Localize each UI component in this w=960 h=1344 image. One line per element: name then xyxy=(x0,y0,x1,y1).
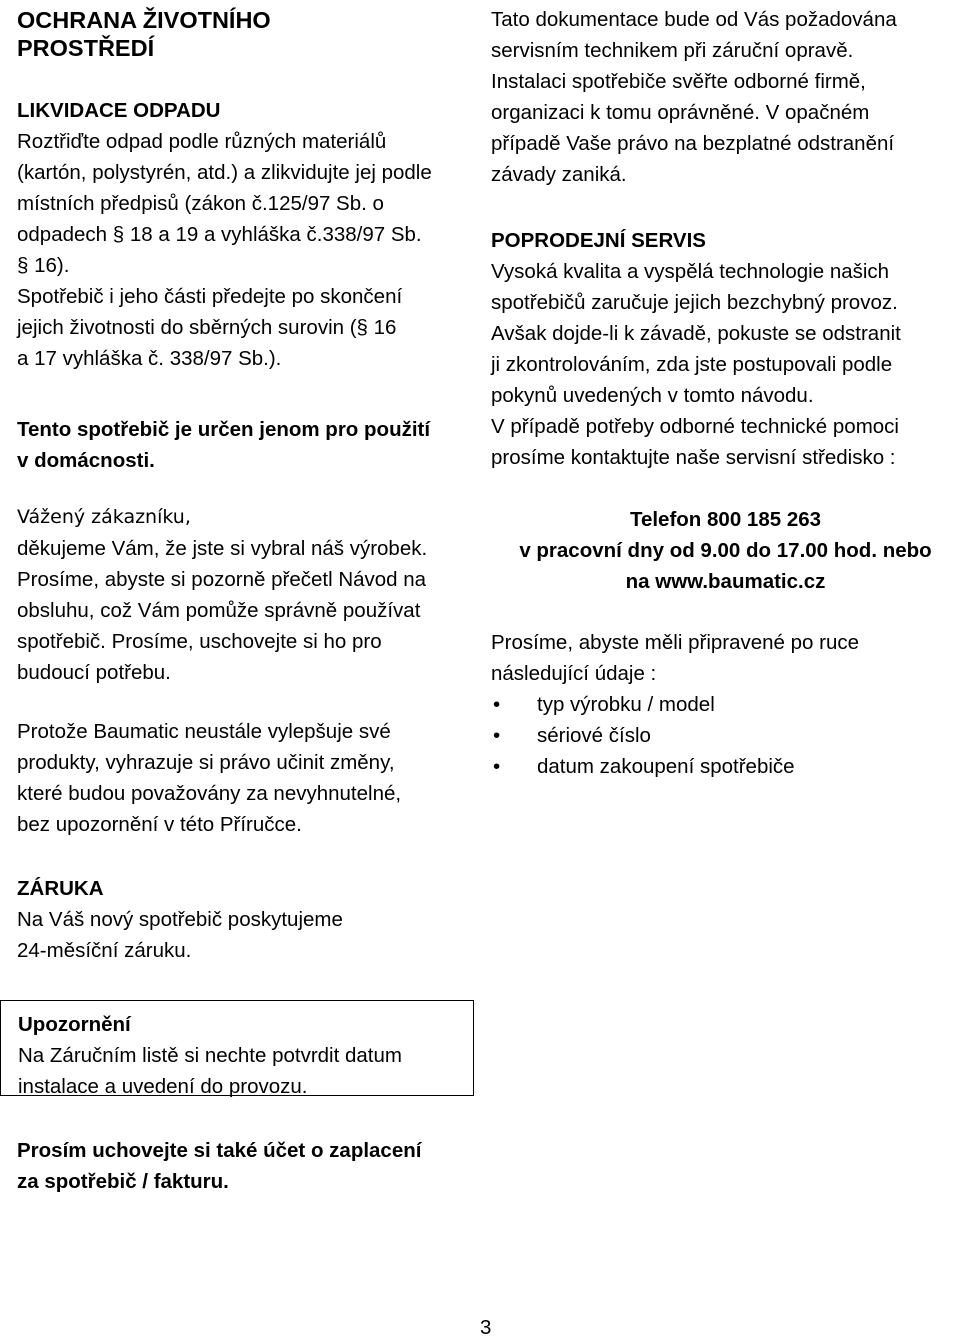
phone-number: Telefon 800 185 263 xyxy=(629,508,822,531)
required-info-list xyxy=(491,689,960,782)
service-hours: v pracovní dny od 9.00 do 17.00 hod. nebo xyxy=(519,539,932,562)
receipt-notice: Prosím uchovejte si také účet o zaplacení za spotřebič / fakturu. xyxy=(17,1139,422,1193)
list-item: • datum zakoupení spotřebiče xyxy=(491,751,960,782)
list-item: • typ výrobku / model xyxy=(491,689,960,720)
disposal-text: Roztřiďte odpad podle různých materiálů (kartón, polystyrén, atd.) a zlikvidujte jej podle místních předpisů (zákon č.125/97 Sb. o odpadech § 18 a 19 a vyhláška č.338/97 Sb. § 16). Spotřebič i jeho části předejte po skončení jejich životnosti do sběrných surovin (§ 16 a 17 vyhláška č. 338/97 Sb.). xyxy=(17,130,432,370)
warranty-text: Na Váš nový spotřebič poskytujeme 24-měsíční záruku. xyxy=(17,908,343,962)
bullet-icon: • xyxy=(493,693,501,716)
website-link[interactable]: na www.baumatic.cz xyxy=(625,570,826,593)
right-column xyxy=(491,4,960,782)
left-column xyxy=(17,0,487,966)
documentation-text: Tato dokumentace bude od Vás požadována servisním technikem při záruční opravě. Instalaci spotřebiče svěřte odborné firmě, organizaci k tomu oprávněné. V opačném případě Vaše právo na bezplatné odstranění závady zaniká. xyxy=(491,8,897,186)
prepare-text: Prosíme, abyste měli připravené po ruce následující údaje : xyxy=(491,631,860,685)
thanks-text: děkujeme Vám, že jste si vybral náš výrobek. Prosíme, abyste si pozorně přečetl Návod na obsluhu, což Vám pomůže správně používat spotřebič. Prosíme, uschovejte si ho pro budoucí potřebu. xyxy=(17,537,428,684)
page-number: 3 xyxy=(480,1316,492,1339)
notice-heading: Upozornění xyxy=(18,1013,131,1036)
greeting: Vážený zákazníku, xyxy=(17,506,191,528)
service-heading: POPRODEJNÍ SERVIS xyxy=(491,229,706,252)
improvement-text: Protože Baumatic neustále vylepšuje své produkty, vyhrazuje si právo učinit změny, které budou považovány za nevyhnutelné, bez upozornění v této Příručce. xyxy=(17,720,402,836)
warranty-heading: ZÁRUKA xyxy=(17,877,104,900)
notice-box: Upozornění Na Záručním listě si nechte potvrdit datum instalace a uvedení do provozu. xyxy=(0,1000,474,1096)
section-title: OCHRANA ŽIVOTNÍHO PROSTŘEDÍ xyxy=(17,7,271,61)
household-notice: Tento spotřebič je určen jenom pro použití v domácnosti. xyxy=(17,418,431,472)
service-text: Vysoká kvalita a vyspělá technologie našich spotřebičů zaručuje jejich bezchybný provoz. Avšak dojde-li k závadě, pokuste se odstranit ji zkontrolováním, zda jste postupovali podle pokynů uvedených v tomto návodu. V případě potřeby odborné technické pomoci prosíme kontaktujte naše servisní středisko : xyxy=(491,260,901,469)
bullet-icon: • xyxy=(493,755,501,778)
service-contact xyxy=(491,504,960,597)
disposal-heading: LIKVIDACE ODPADU xyxy=(17,99,221,122)
list-item: • sériové číslo xyxy=(491,720,960,751)
bullet-icon: • xyxy=(493,724,501,747)
